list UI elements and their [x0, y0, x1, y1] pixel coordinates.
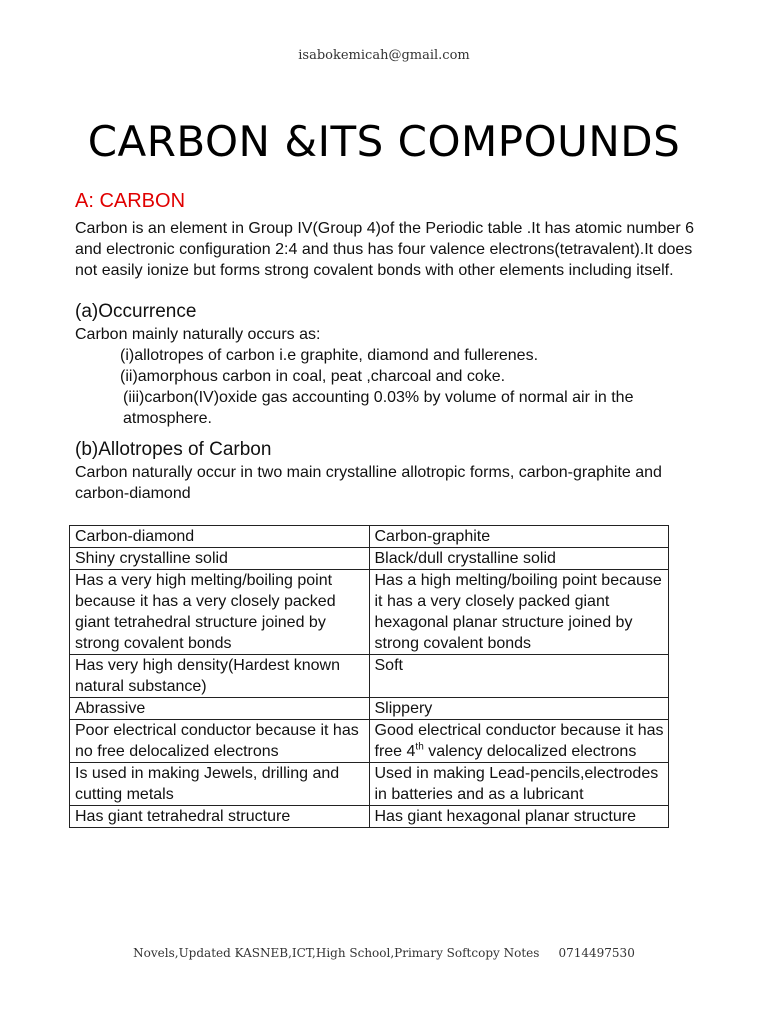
occurrence-item: (i)allotropes of carbon i.e graphite, diamond and fullerenes.	[120, 347, 539, 364]
table-row	[70, 655, 669, 698]
superscript: th	[415, 741, 424, 753]
table-cell-diamond: Is used in making Jewels, drilling and cutting metals	[70, 763, 370, 806]
carbon-intro-paragraph: Carbon is an element in Group IV(Group 4)of the Periodic table .It has atomic number 6 and electronic configuration 2:4 and thus has four valence electrons(tetravalent).It does not easily ionize but forms strong covalent bonds with other elements including itself.	[75, 220, 694, 279]
occurrence-item: (ii)amorphous carbon in coal, peat ,charcoal and coke.	[120, 368, 506, 385]
table-cell-diamond: Has very high density(Hardest known natural substance)	[70, 655, 370, 698]
header-email: isabokemicah@gmail.com	[298, 48, 470, 63]
cell-text: Good electrical conductor because it has free 4	[374, 722, 664, 760]
table-row	[70, 548, 669, 570]
section-heading-carbon: A: CARBON	[75, 190, 186, 212]
table-cell-graphite	[369, 720, 669, 763]
table-row	[70, 806, 669, 828]
comparison-table	[69, 525, 669, 828]
table-cell-diamond: Poor electrical conductor because it has no free delocalized electrons	[70, 720, 370, 763]
table-cell-graphite: Slippery	[369, 698, 669, 720]
table-row	[70, 570, 669, 655]
table-cell-graphite: Has a high melting/boiling point because it has a very closely packed giant hexagonal planar structure joined by strong covalent bonds	[369, 570, 669, 655]
table-cell-graphite: Has giant hexagonal planar structure	[369, 806, 669, 828]
table-row	[70, 763, 669, 806]
table-row	[70, 720, 669, 763]
occurrence-heading: (a)Occurrence	[75, 301, 197, 322]
occurrence-list	[120, 345, 705, 429]
footer-text: Novels,Updated KASNEB,ICT,High School,Primary Softcopy Notes 0714497530	[133, 946, 635, 960]
allotropes-heading: (b)Allotropes of Carbon	[75, 439, 272, 460]
occurrence-item: (iii)carbon(IV)oxide gas accounting 0.03% by volume of normal air in the atmosphere.	[123, 389, 634, 427]
page-title: CARBON &ITS COMPOUNDS	[87, 117, 681, 166]
table-cell-graphite: Black/dull crystalline solid	[369, 548, 669, 570]
table-cell-graphite: Used in making Lead-pencils,electrodes in batteries and as a lubricant	[369, 763, 669, 806]
table-cell-diamond: Has giant tetrahedral structure	[70, 806, 370, 828]
document-body	[75, 188, 705, 828]
allotropes-paragraph: Carbon naturally occur in two main crystalline allotropic forms, carbon-graphite and carbon-diamond	[75, 464, 662, 502]
table-row	[70, 698, 669, 720]
table-cell-diamond: Shiny crystalline solid	[70, 548, 370, 570]
table-row	[70, 526, 669, 548]
table-cell-graphite: Carbon-graphite	[369, 526, 669, 548]
table-cell-diamond: Carbon-diamond	[70, 526, 370, 548]
occurrence-lead: Carbon mainly naturally occurs as:	[75, 326, 321, 343]
table-cell-diamond: Abrassive	[70, 698, 370, 720]
cell-text: valency delocalized electrons	[423, 743, 637, 760]
table-cell-diamond: Has a very high melting/boiling point because it has a very closely packed giant tetrahedral structure joined by strong covalent bonds	[70, 570, 370, 655]
table-cell-graphite: Soft	[369, 655, 669, 698]
comparison-table-body	[70, 526, 669, 828]
